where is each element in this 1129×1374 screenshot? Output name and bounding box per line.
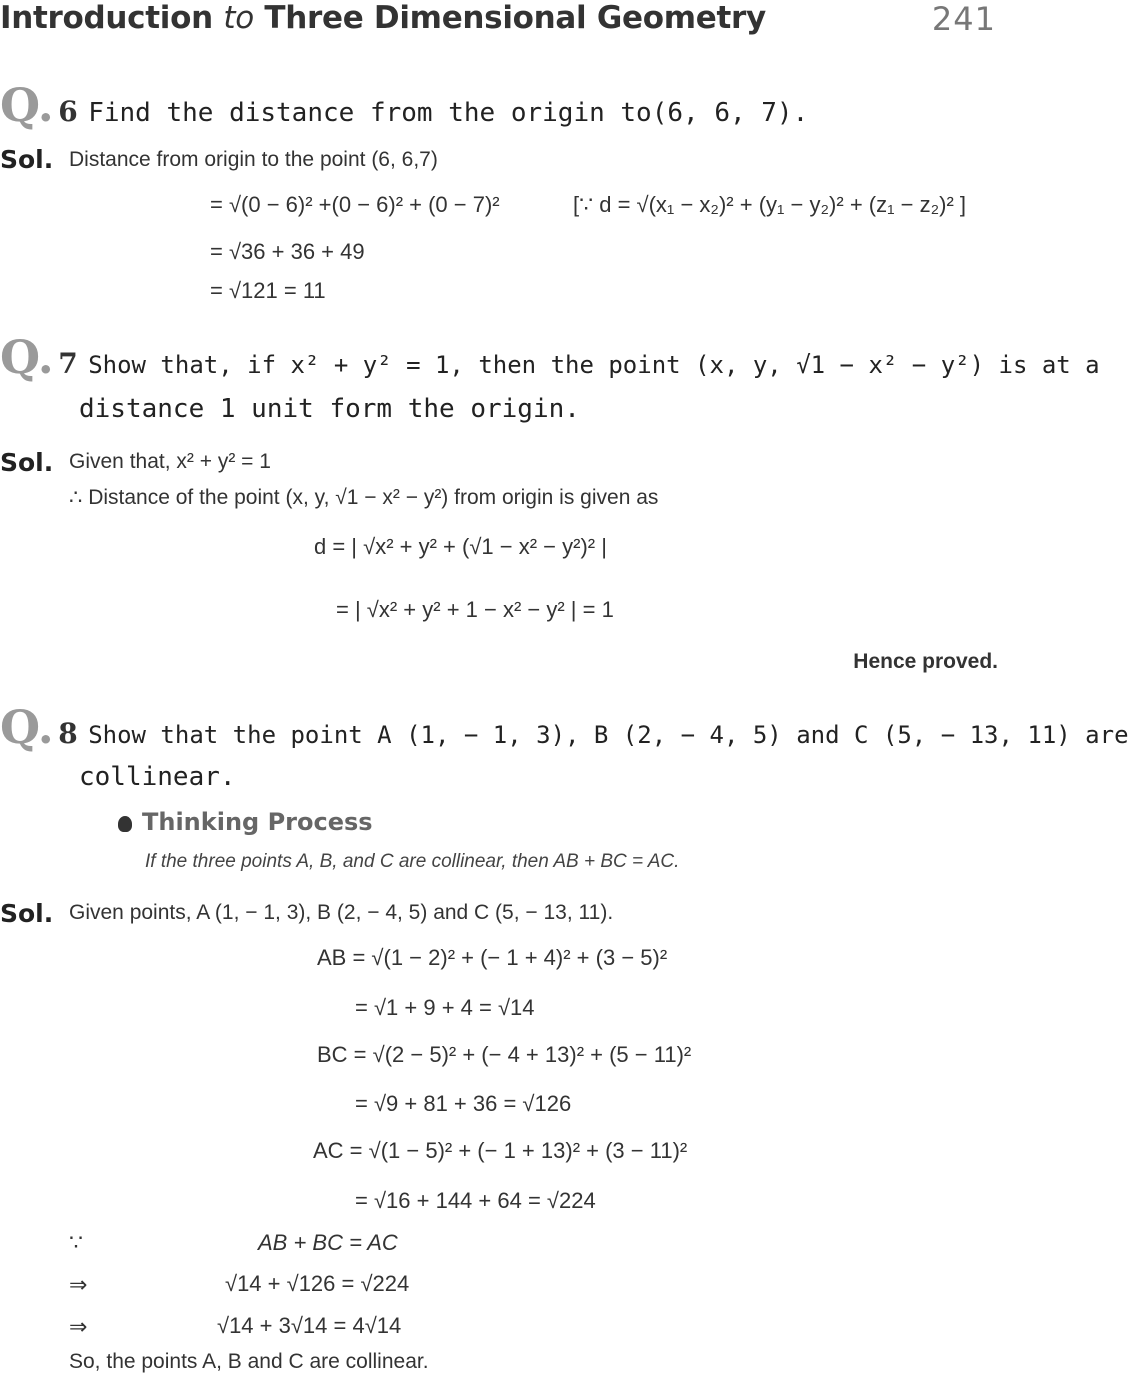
question-text: Find the distance from the origin to(6, 6, 7).: [88, 98, 809, 128]
question-number: 8: [58, 717, 78, 750]
solution-label: Sol.: [0, 448, 54, 477]
since-symbol: ∵: [69, 1230, 83, 1255]
header-title-part: Three Dimensional Geometry: [253, 0, 766, 36]
implies-equation: √14 + 3√14 = 4√14: [217, 1313, 402, 1338]
thinking-process-title: Thinking Process: [142, 808, 373, 836]
equation-line: = √(0 − 6)² +(0 − 6)² + (0 − 7)²: [210, 192, 500, 217]
header-title-italic: to: [223, 0, 254, 36]
question-text: Show that, if x² + y² = 1, then the point (x, y, √1 − x² − y²) is at a: [88, 351, 1100, 379]
solution-line: Given that, x² + y² = 1: [69, 450, 271, 473]
thinking-process-text: If the three points A, B, and C are collinear, then AB + BC = AC.: [145, 851, 680, 872]
page-number: 241: [931, 0, 996, 38]
question-text-continued: distance 1 unit form the origin.: [79, 394, 580, 424]
question-text: Show that the point A (1, − 1, 3), B (2, − 4, 5) and C (5, − 13, 11) are: [88, 721, 1129, 749]
implies-symbol: ⇒: [69, 1272, 88, 1297]
conclusion-line: So, the points A, B and C are collinear.: [69, 1350, 429, 1373]
equation-line: = √36 + 36 + 49: [210, 239, 365, 264]
implies-equation: √14 + √126 = √224: [225, 1271, 410, 1296]
solution-line: ∴ Distance of the point (x, y, √1 − x² − y²) from origin is given as: [69, 486, 659, 509]
question-text-continued: collinear.: [79, 762, 236, 792]
page-header-title: [0, 0, 766, 36]
equation-bc-result: = √9 + 81 + 36 = √126: [355, 1091, 572, 1116]
question-number: 6: [58, 95, 78, 128]
question-8-heading: [0, 700, 1129, 754]
solution-line: Given points, A (1, − 1, 3), B (2, − 4, 5) and C (5, − 13, 11).: [69, 901, 614, 924]
distance-formula: [∵ d = √(x₁ − x₂)² + (y₁ − y₂)² + (z₁ − z₂)² ]: [573, 192, 967, 217]
solution-line: Distance from origin to the point (6, 6,7): [69, 148, 438, 171]
equation-line: = | √x² + y² + 1 − x² − y² | = 1: [336, 597, 614, 622]
question-mark-label: Q.: [0, 78, 54, 132]
question-number: 7: [58, 347, 78, 380]
solution-label: Sol.: [0, 145, 54, 174]
header-title-part: Introduction: [0, 0, 224, 36]
equation-ac-result: = √16 + 144 + 64 = √224: [355, 1188, 596, 1213]
implies-symbol: ⇒: [69, 1314, 88, 1339]
equation-ac: AC = √(1 − 5)² + (− 1 + 13)² + (3 − 11)²: [313, 1138, 688, 1163]
lightbulb-icon: [118, 816, 132, 832]
question-7-heading: [0, 330, 1100, 384]
equation-line: d = | √x² + y² + (√1 − x² − y²)² |: [314, 534, 607, 559]
equation-ab-result: = √1 + 9 + 4 = √14: [355, 995, 535, 1020]
equation-line: = √121 = 11: [210, 278, 326, 303]
solution-label: Sol.: [0, 899, 54, 928]
hence-proved: Hence proved.: [853, 650, 998, 673]
equation-ab: AB = √(1 − 2)² + (− 1 + 4)² + (3 − 5)²: [317, 945, 668, 970]
equation-bc: BC = √(2 − 5)² + (− 4 + 13)² + (5 − 11)²: [317, 1042, 692, 1067]
question-mark-label: Q.: [0, 330, 54, 384]
thinking-process-heading: [118, 808, 373, 836]
question-6-heading: [0, 78, 808, 132]
question-mark-label: Q.: [0, 700, 54, 754]
since-equation: AB + BC = AC: [258, 1230, 398, 1255]
